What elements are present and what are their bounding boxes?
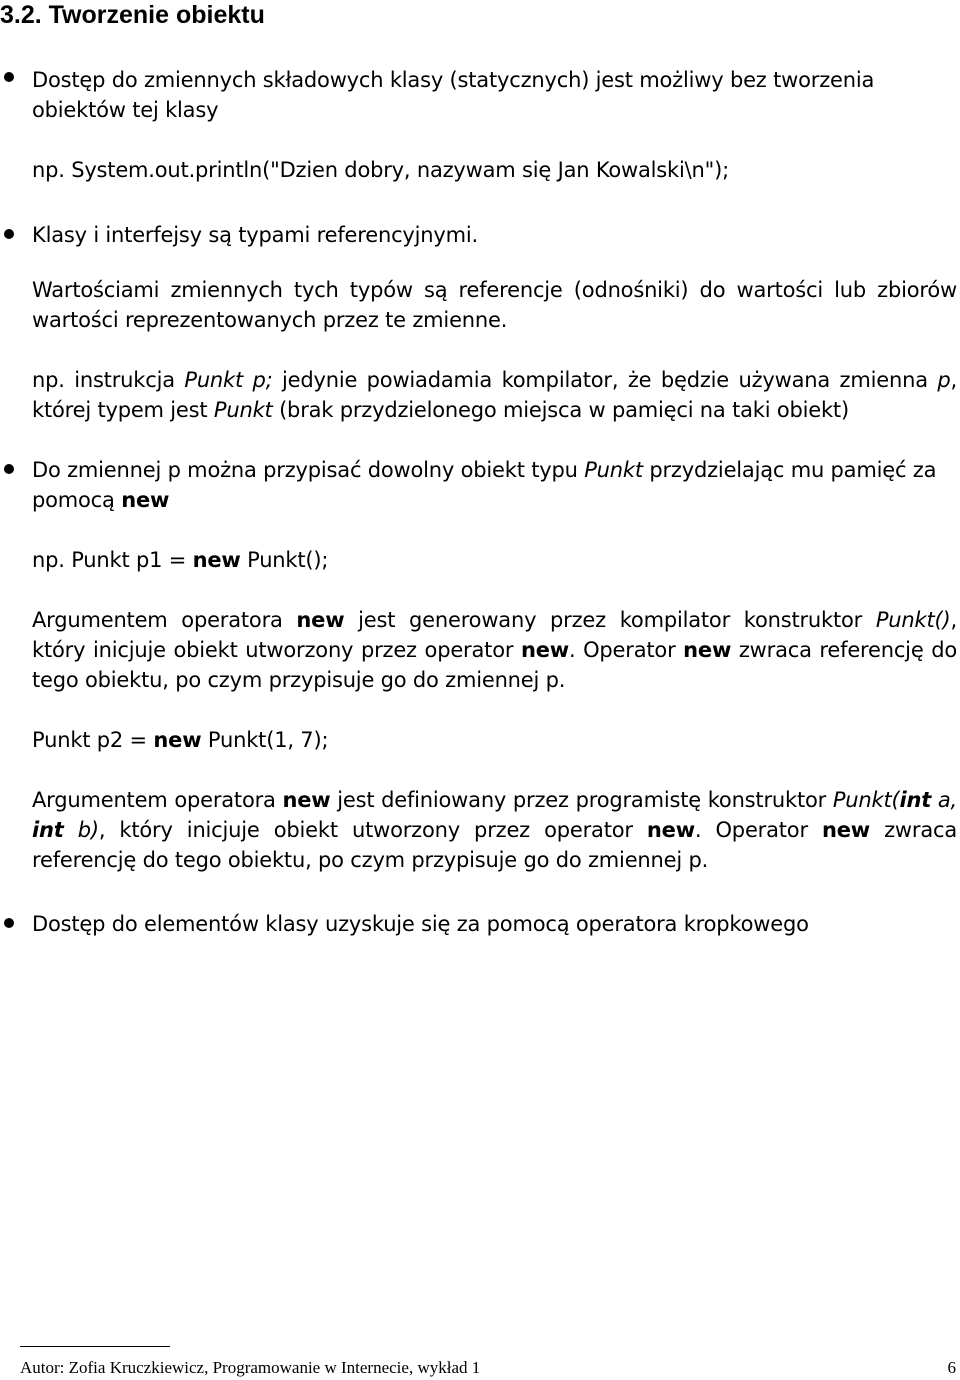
bullet-dot	[4, 72, 14, 82]
variable-name: p	[937, 368, 951, 392]
bullet-3-text	[32, 455, 957, 515]
text-segment: Punkt(1, 7);	[201, 728, 329, 752]
text-segment: . Operator	[694, 818, 822, 842]
text-segment: , który inicjuje obiekt utworzony przez operator	[98, 818, 647, 842]
bullet-2-text: Klasy i interfejsy są typami referencyjnymi.	[32, 223, 478, 247]
text-segment: zwraca referencję do tego obiektu, po czym przypisuje go do zmiennej p.	[32, 638, 957, 692]
paragraph-custom-constructor	[32, 785, 957, 875]
example-p2	[32, 725, 957, 755]
text-segment: (brak przydzielonego miejsca w pamięci na taki obiekt)	[272, 398, 849, 422]
bullet-4-text: Dostęp do elementów klasy uzyskuje się za pomocą operatora kropkowego	[32, 912, 809, 936]
example-p1	[32, 545, 957, 575]
paragraph-default-constructor	[32, 605, 957, 695]
keyword-new: new	[683, 638, 732, 662]
keyword-new: new	[192, 548, 241, 572]
keyword-int: int	[32, 818, 64, 842]
text-segment: zwraca referencję do tego obiektu, po czym przypisuje go do zmiennej p.	[32, 818, 957, 872]
text-segment: np. instrukcja	[32, 368, 185, 392]
text-segment: , której typem jest	[32, 368, 957, 422]
keyword-new: new	[121, 488, 170, 512]
keyword-new: new	[153, 728, 202, 752]
type-name: Punkt	[584, 458, 643, 482]
text-segment: . Operator	[568, 638, 684, 662]
section-heading: 3.2. Tworzenie obiektu	[0, 1, 265, 29]
keyword-new: new	[646, 818, 695, 842]
text-segment: przydzielając mu pamięć za pomocą	[32, 458, 937, 512]
constructor-name: Punkt(	[832, 788, 900, 812]
footer-author: Autor: Zofia Kruczkiewicz, Programowanie w Internecie, wykład 1	[20, 1358, 481, 1377]
text-segment: Argumentem operatora	[32, 788, 283, 812]
keyword-int: int	[899, 788, 932, 812]
text-segment: , który inicjuje obiekt utworzony przez operator	[32, 608, 957, 662]
bullet-1-text: Dostęp do zmiennych składowych klasy (statycznych) jest możliwy bez tworzenia obiektów tej klasy	[32, 68, 875, 122]
bullet-2-paragraph: Wartościami zmiennych tych typów są referencje (odnośniki) do wartości lub zbiorów wartości reprezentowanych przez te zmienne.	[32, 278, 957, 332]
footer-rule	[20, 1346, 170, 1347]
text-segment: np. Punkt p1 =	[32, 548, 193, 572]
code-punkt-declaration: Punkt p;	[184, 368, 273, 392]
bullet-dot	[4, 229, 14, 239]
page-footer	[20, 1357, 956, 1379]
text-segment: Do zmiennej p można przypisać dowolny obiekt typu	[32, 458, 585, 482]
bullet-dot	[4, 464, 14, 474]
bullet-dot	[4, 918, 14, 928]
text-segment: jest definiowany przez programistę konstruktor	[330, 788, 833, 812]
constructor-name: Punkt()	[875, 608, 951, 632]
text-segment: Argumentem operatora	[32, 608, 297, 632]
constructor-param: a,	[931, 788, 958, 812]
keyword-new: new	[296, 608, 345, 632]
keyword-new: new	[520, 638, 569, 662]
type-name: Punkt	[213, 398, 273, 422]
constructor-param: b)	[63, 818, 99, 842]
bullet-2-example	[32, 365, 957, 425]
keyword-new: new	[282, 788, 331, 812]
text-segment: jest generowany przez kompilator konstruktor	[344, 608, 876, 632]
text-segment: jedynie powiadamia kompilator, że będzie używana zmienna	[272, 368, 938, 392]
text-segment: Punkt p2 =	[32, 728, 154, 752]
page-number: 6	[947, 1358, 956, 1377]
bullet-1-example: np. System.out.println("Dzien dobry, nazywam się Jan Kowalski\n");	[32, 158, 729, 182]
text-segment: Punkt();	[240, 548, 329, 572]
keyword-new: new	[821, 818, 870, 842]
